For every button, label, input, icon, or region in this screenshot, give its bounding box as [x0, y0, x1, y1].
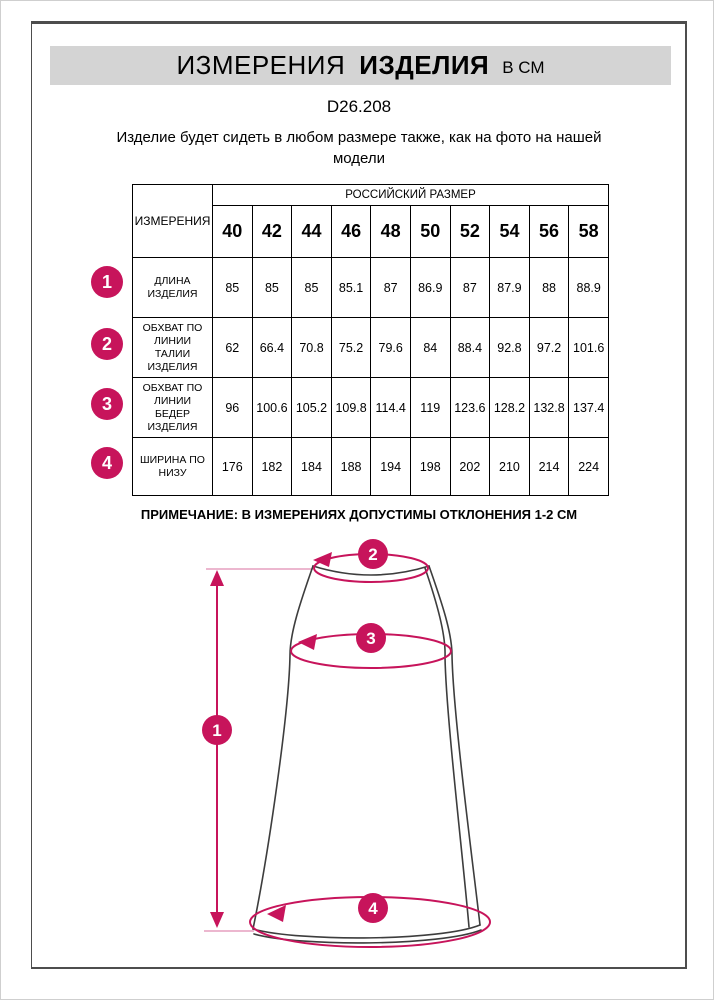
length-arrow	[210, 570, 224, 928]
diagram-badge-4	[358, 893, 388, 923]
measurement-value: 70.8	[292, 318, 332, 378]
measurement-value: 85	[213, 258, 253, 318]
size-header-44: 44	[292, 206, 332, 258]
measurement-value: 123.6	[450, 378, 490, 438]
table-row	[133, 258, 609, 318]
measurement-value: 184	[292, 438, 332, 496]
row-marker-1: 1	[91, 266, 123, 298]
measurement-value: 210	[490, 438, 530, 496]
arrow-up-icon	[210, 570, 224, 586]
measurement-value: 188	[331, 438, 371, 496]
measurement-value: 75.2	[331, 318, 371, 378]
size-header-54: 54	[490, 206, 530, 258]
measurement-value: 85	[252, 258, 292, 318]
svg-text:1: 1	[212, 721, 222, 740]
intro-line-1: Изделие будет сидеть в любом размере также, как на фото на нашей	[116, 129, 602, 146]
size-header-50: 50	[410, 206, 450, 258]
measurement-value: 114.4	[371, 378, 411, 438]
measurement-value: 97.2	[529, 318, 569, 378]
measurement-value: 84	[410, 318, 450, 378]
skirt-outline	[253, 566, 481, 943]
size-header-40: 40	[213, 206, 253, 258]
hip-arrowhead-icon	[298, 634, 317, 650]
measurement-value: 109.8	[331, 378, 371, 438]
measurement-value: 224	[569, 438, 609, 496]
measurement-value: 87	[371, 258, 411, 318]
diagram-badge-2	[358, 539, 388, 569]
page-title-word2: ИЗДЕЛИЯ	[359, 50, 490, 80]
measurement-value: 92.8	[490, 318, 530, 378]
measurement-value: 85.1	[331, 258, 371, 318]
arrow-down-icon	[210, 912, 224, 928]
diagram-badge-3	[356, 623, 386, 653]
intro-text	[31, 127, 687, 169]
measurement-value: 198	[410, 438, 450, 496]
measurements-table	[132, 184, 609, 496]
svg-text:4: 4	[368, 899, 378, 918]
measurement-value: 105.2	[292, 378, 332, 438]
product-code: D26.208	[326, 97, 392, 116]
table-row	[133, 378, 609, 438]
measurement-value: 88	[529, 258, 569, 318]
measurement-value: 214	[529, 438, 569, 496]
measurement-label: ОБХВАТ ПО ЛИНИИ ТАЛИИ ИЗДЕЛИЯ	[133, 318, 213, 378]
size-header-58: 58	[569, 206, 609, 258]
table-row	[133, 438, 609, 496]
size-header-48: 48	[371, 206, 411, 258]
size-header-46: 46	[331, 206, 371, 258]
measurement-value: 202	[450, 438, 490, 496]
measurement-value: 128.2	[490, 378, 530, 438]
size-header-52: 52	[450, 206, 490, 258]
title-bar	[50, 46, 671, 85]
measurement-value: 176	[213, 438, 253, 496]
measurement-label: ДЛИНА ИЗДЕЛИЯ	[133, 258, 213, 318]
measurement-value: 87	[450, 258, 490, 318]
measurement-value: 119	[410, 378, 450, 438]
svg-text:3: 3	[366, 629, 376, 648]
size-header-42: 42	[252, 206, 292, 258]
page-title-word1: ИЗМЕРЕНИЯ	[176, 50, 346, 80]
measurement-value: 88.9	[569, 258, 609, 318]
measurement-value: 132.8	[529, 378, 569, 438]
size-header-56: 56	[529, 206, 569, 258]
table-corner-label: ИЗМЕРЕНИЯ	[133, 185, 213, 258]
measurement-value: 194	[371, 438, 411, 496]
measurement-value: 100.6	[252, 378, 292, 438]
diagram-badge-1	[202, 715, 232, 745]
note-text: ПРИМЕЧАНИЕ: В ИЗМЕРЕНИЯХ ДОПУСТИМЫ ОТКЛОНЕНИЯ 1-2 СМ	[140, 507, 578, 522]
intro-line-2: модели	[332, 150, 386, 167]
measurement-value: 88.4	[450, 318, 490, 378]
row-marker-4: 4	[91, 447, 123, 479]
measurement-value: 96	[213, 378, 253, 438]
measurement-label: ШИРИНА ПО НИЗУ	[133, 438, 213, 496]
row-marker-2: 2	[91, 328, 123, 360]
measurement-value: 85	[292, 258, 332, 318]
svg-text:2: 2	[368, 545, 378, 564]
measurement-value: 101.6	[569, 318, 609, 378]
measurement-label: ОБХВАТ ПО ЛИНИИ БЕДЕР ИЗДЕЛИЯ	[133, 378, 213, 438]
measurement-value: 182	[252, 438, 292, 496]
measurement-value: 137.4	[569, 378, 609, 438]
page-title-unit: В СМ	[502, 57, 545, 77]
table-row	[133, 318, 609, 378]
measurement-value: 87.9	[490, 258, 530, 318]
measurement-value: 79.6	[371, 318, 411, 378]
skirt-diagram	[186, 539, 516, 964]
measurement-value: 86.9	[410, 258, 450, 318]
measurement-value: 66.4	[252, 318, 292, 378]
row-marker-3: 3	[91, 388, 123, 420]
measurement-value: 62	[213, 318, 253, 378]
size-group-header: РОССИЙСКИЙ РАЗМЕР	[213, 185, 609, 206]
